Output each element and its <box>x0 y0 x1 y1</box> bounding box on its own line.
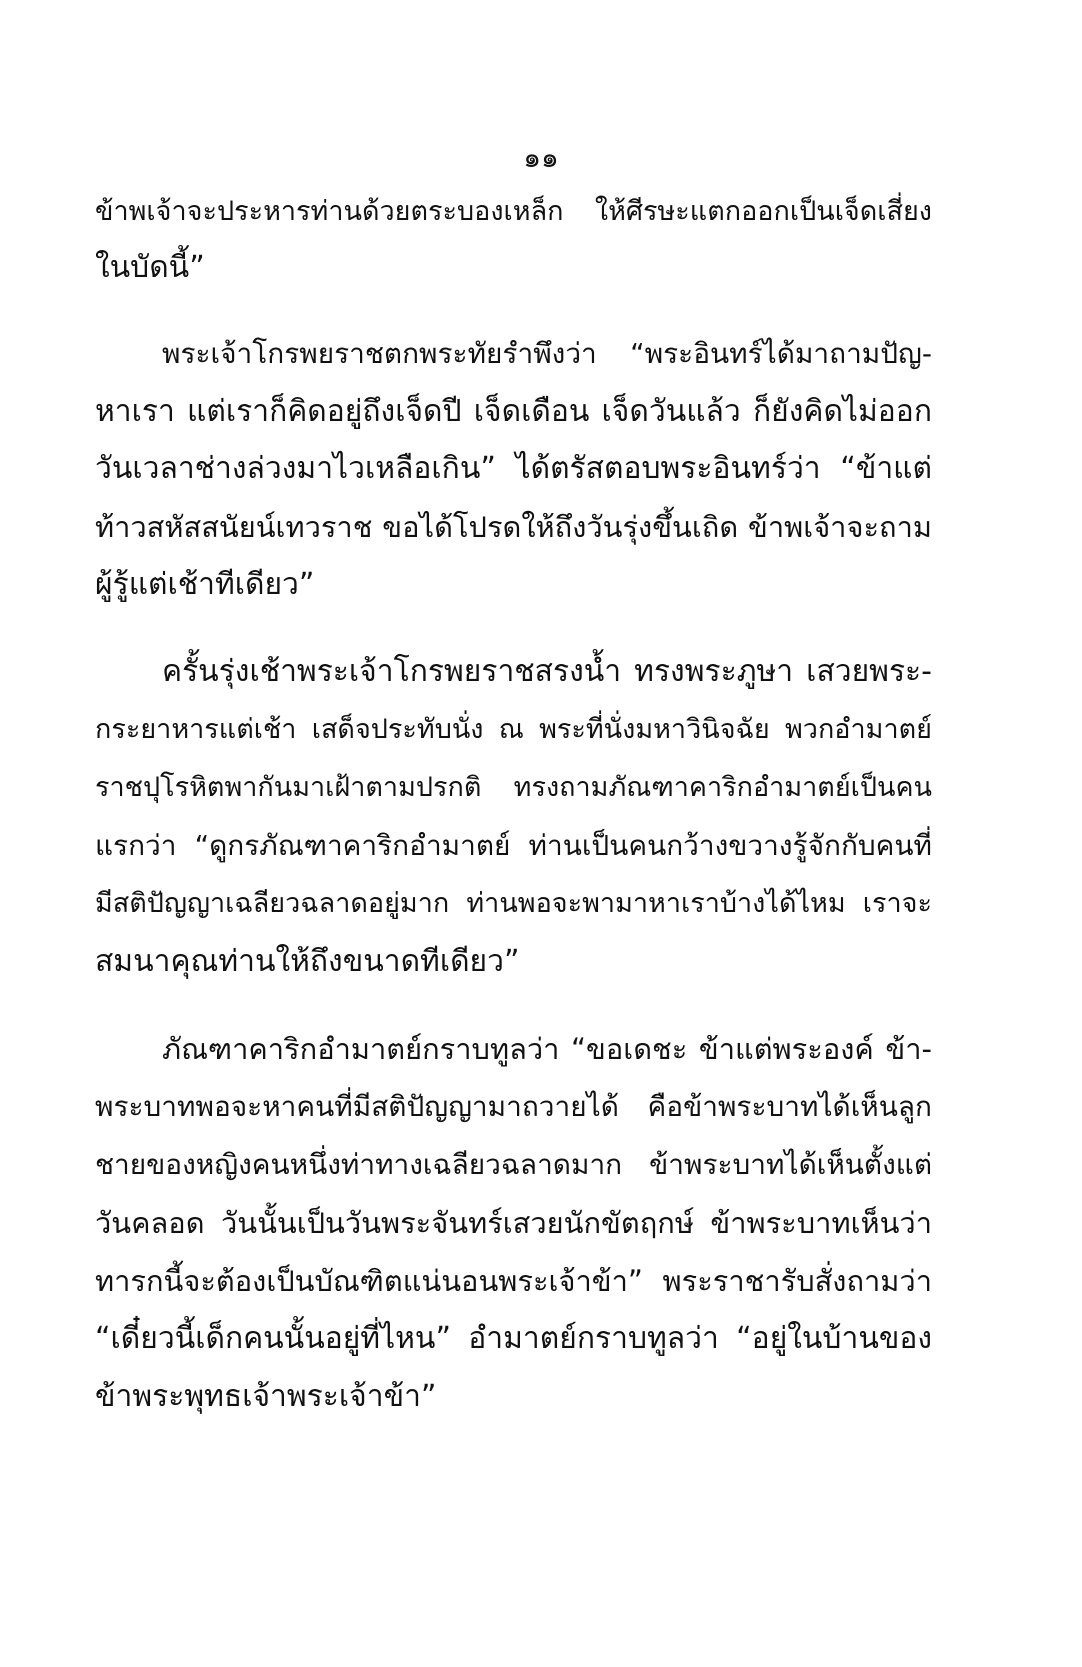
page-number: ๑๑ <box>523 141 559 174</box>
text-line: “เดี๋ยวนี้เด็กคนนั้นอยู่ที่ไหน” อำมาตย์กราบทูลว่า “อยู่ในบ้านของ <box>95 1321 932 1356</box>
text-line: สมนาคุณท่านให้ถึงขนาดทีเดียว” <box>95 944 520 979</box>
text-line: พระเจ้าโกรพยราชตกพระทัยรำพึงว่า “พระอินทร์ได้มาถามปัญ- <box>162 337 932 370</box>
text-line: ราชปุโรหิตพากันมาเฝ้าตามปรกติ ทรงถามภัณฑาคาริกอำมาตย์เป็นคน <box>95 772 932 803</box>
text-line: ในบัดนี้” <box>95 250 205 285</box>
text-line: หาเรา แต่เราก็คิดอยู่ถึงเจ็ดปี เจ็ดเดือน เจ็ดวันแล้ว ก็ยังคิดไม่ออก <box>95 394 932 429</box>
text-line: ข้าพเจ้าจะประหารท่านด้วยตระบองเหล็ก ให้ศีรษะแตกออกเป็นเจ็ดเสี่ยง <box>95 196 932 227</box>
text-line: ชายของหญิงคนหนึ่งท่าทางเฉลียวฉลาดมาก ข้าพระบาทได้เห็นตั้งแต่ <box>95 1148 932 1181</box>
text-line: ข้าพระพุทธเจ้าพระเจ้าข้า” <box>95 1379 437 1414</box>
text-line: ทารกนี้จะต้องเป็นบัณฑิตแน่นอนพระเจ้าข้า” พระราชารับสั่งถามว่า <box>95 1264 932 1298</box>
text-line: มีสติปัญญาเฉลียวฉลาดอยู่มาก ท่านพอจะพามาหาเราบ้างได้ไหม เราจะ <box>95 888 932 919</box>
text-line: กระยาหารแต่เช้า เสด็จประทับนั่ง ณ พระที่นั่งมหาวินิจฉัย พวกอำมาตย์ <box>95 714 932 745</box>
text-line: ภัณฑาคาริกอำมาตย์กราบทูลว่า “ขอเดชะ ข้าแต่พระองค์ ข้า- <box>162 1032 932 1066</box>
text-line: ครั้นรุ่งเช้าพระเจ้าโกรพยราชสรงน้ำ ทรงพระภูษา เสวยพระ- <box>162 654 932 689</box>
text-line: แรกว่า “ดูกรภัณฑาคาริกอำมาตย์ ท่านเป็นคนกว้างขวางรู้จักกับคนที่ <box>95 829 932 862</box>
text-line: วันเวลาช่างล่วงมาไวเหลือเกิน” ได้ตรัสตอบพระอินทร์ว่า “ข้าแต่ <box>95 451 932 486</box>
text-line: พระบาทพอจะหาคนที่มีสติปัญญามาถวายได้ คือข้าพระบาทได้เห็นลูก <box>95 1090 932 1123</box>
text-line: ท้าวสหัสสนัยน์เทวราช ขอได้โปรดให้ถึงวันรุ่งขึ้นเถิด ข้าพเจ้าจะถาม <box>95 510 932 544</box>
text-line: วันคลอด วันนั้นเป็นวันพระจันทร์เสวยนักขัตฤกษ์ ข้าพระบาทเห็นว่า <box>95 1206 932 1240</box>
text-line: ผู้รู้แต่เช้าทีเดียว” <box>95 567 315 602</box>
